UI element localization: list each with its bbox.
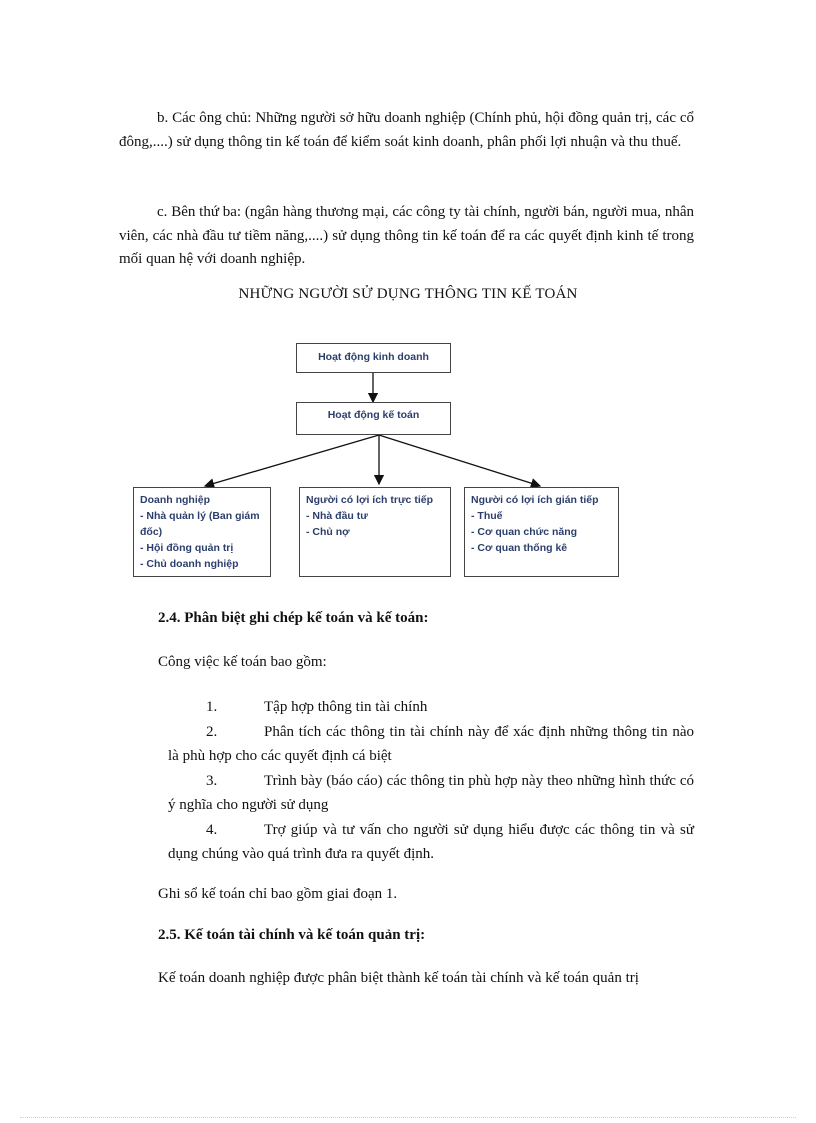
box-enterprise-item: - Chủ doanh nghiệp: [140, 558, 239, 570]
box-direct-interest: [299, 487, 451, 577]
list-item: [168, 769, 694, 818]
box-enterprise-title: Doanh nghiệp: [140, 494, 210, 506]
box-direct-interest-title: Người có lợi ích trực tiếp: [306, 494, 433, 506]
paragraph-third-party: c. Bên thứ ba: (ngân hàng thương mại, các công ty tài chính, người bán, người mua, nhân viên, các nhà đầu tư tiềm năng,....) sử dụng thông tin kế toán để ra các quyết định kinh tế trong mối quan hệ với doanh nghiệp.: [119, 204, 694, 267]
arrow-middle-to-left: [205, 435, 379, 486]
diagram-title: NHỮNG NGƯỜI SỬ DỤNG THÔNG TIN KẾ TOÁN: [238, 286, 578, 302]
box-indirect-interest-item: - Cơ quan chức năng: [471, 526, 578, 538]
box-enterprise: [133, 487, 271, 577]
section-2-5-text: Kế toán doanh nghiệp được phân biệt thành kế toán tài chính và kế toán quản trị: [158, 970, 639, 986]
list-item-number: 4.: [206, 821, 218, 838]
box-indirect-interest-title: Người có lợi ích gián tiếp: [471, 494, 599, 506]
arrow-middle-to-right: [379, 435, 540, 486]
box-enterprise-item: - Nhà quản lý (Ban giám đốc): [140, 510, 260, 538]
box-accounting-activity-label: Hoạt động kế toán: [327, 409, 420, 421]
list-item: [168, 695, 694, 720]
list-item-text: Trình bày (báo cáo) các thông tin phù hợp này theo những hình thức có ý nghĩa cho người sử dụng: [168, 772, 694, 813]
section-2-5-heading: 2.5. Kế toán tài chính và kế toán quản trị:: [158, 927, 426, 943]
box-business-activity: [296, 343, 451, 373]
section-2-4-note: Ghi sổ kế toán chỉ bao gồm giai đoạn 1.: [158, 886, 398, 902]
box-direct-interest-item: - Nhà đầu tư: [306, 510, 368, 522]
list-item-text: Phân tích các thông tin tài chính này để xác định những thông tin nào là phù hợp cho các quyết định cá biệt: [168, 723, 694, 764]
section-2-4-heading: 2.4. Phân biệt ghi chép kế toán và kế toán:: [158, 610, 429, 626]
box-indirect-interest-item: - Cơ quan thống kê: [471, 542, 568, 554]
list-item-number: 2.: [206, 723, 218, 740]
box-business-activity-label: Hoạt động kinh doanh: [318, 351, 429, 363]
paragraph-owners: b. Các ông chủ: Những người sở hữu doanh nghiệp (Chính phủ, hội đồng quản trị, các cổ đông,....) sử dụng thông tin kế toán để kiểm soát kinh doanh, phân phối lợi nhuận và thu thuế.: [119, 110, 694, 150]
box-direct-interest-item: - Chủ nợ: [306, 526, 350, 538]
list-item: [168, 720, 694, 769]
box-accounting-activity: [296, 402, 451, 435]
list-item-number: 3.: [206, 772, 218, 789]
list-item-text: Tập hợp thông tin tài chính: [264, 699, 428, 715]
box-enterprise-item: - Hội đồng quản trị: [140, 542, 234, 554]
list-item-text: Trợ giúp và tư vấn cho người sử dụng hiểu được các thông tin và sử dụng chúng vào quá trình đưa ra quyết định.: [168, 821, 694, 862]
box-indirect-interest-item: - Thuế: [471, 510, 503, 522]
accounting-tasks-list: [168, 695, 694, 867]
list-item-number: 1.: [206, 699, 218, 715]
section-2-4-intro: Công việc kế toán bao gồm:: [158, 654, 327, 670]
box-indirect-interest: [464, 487, 619, 577]
list-item: [168, 818, 694, 867]
page-bottom-divider: [20, 1117, 796, 1118]
